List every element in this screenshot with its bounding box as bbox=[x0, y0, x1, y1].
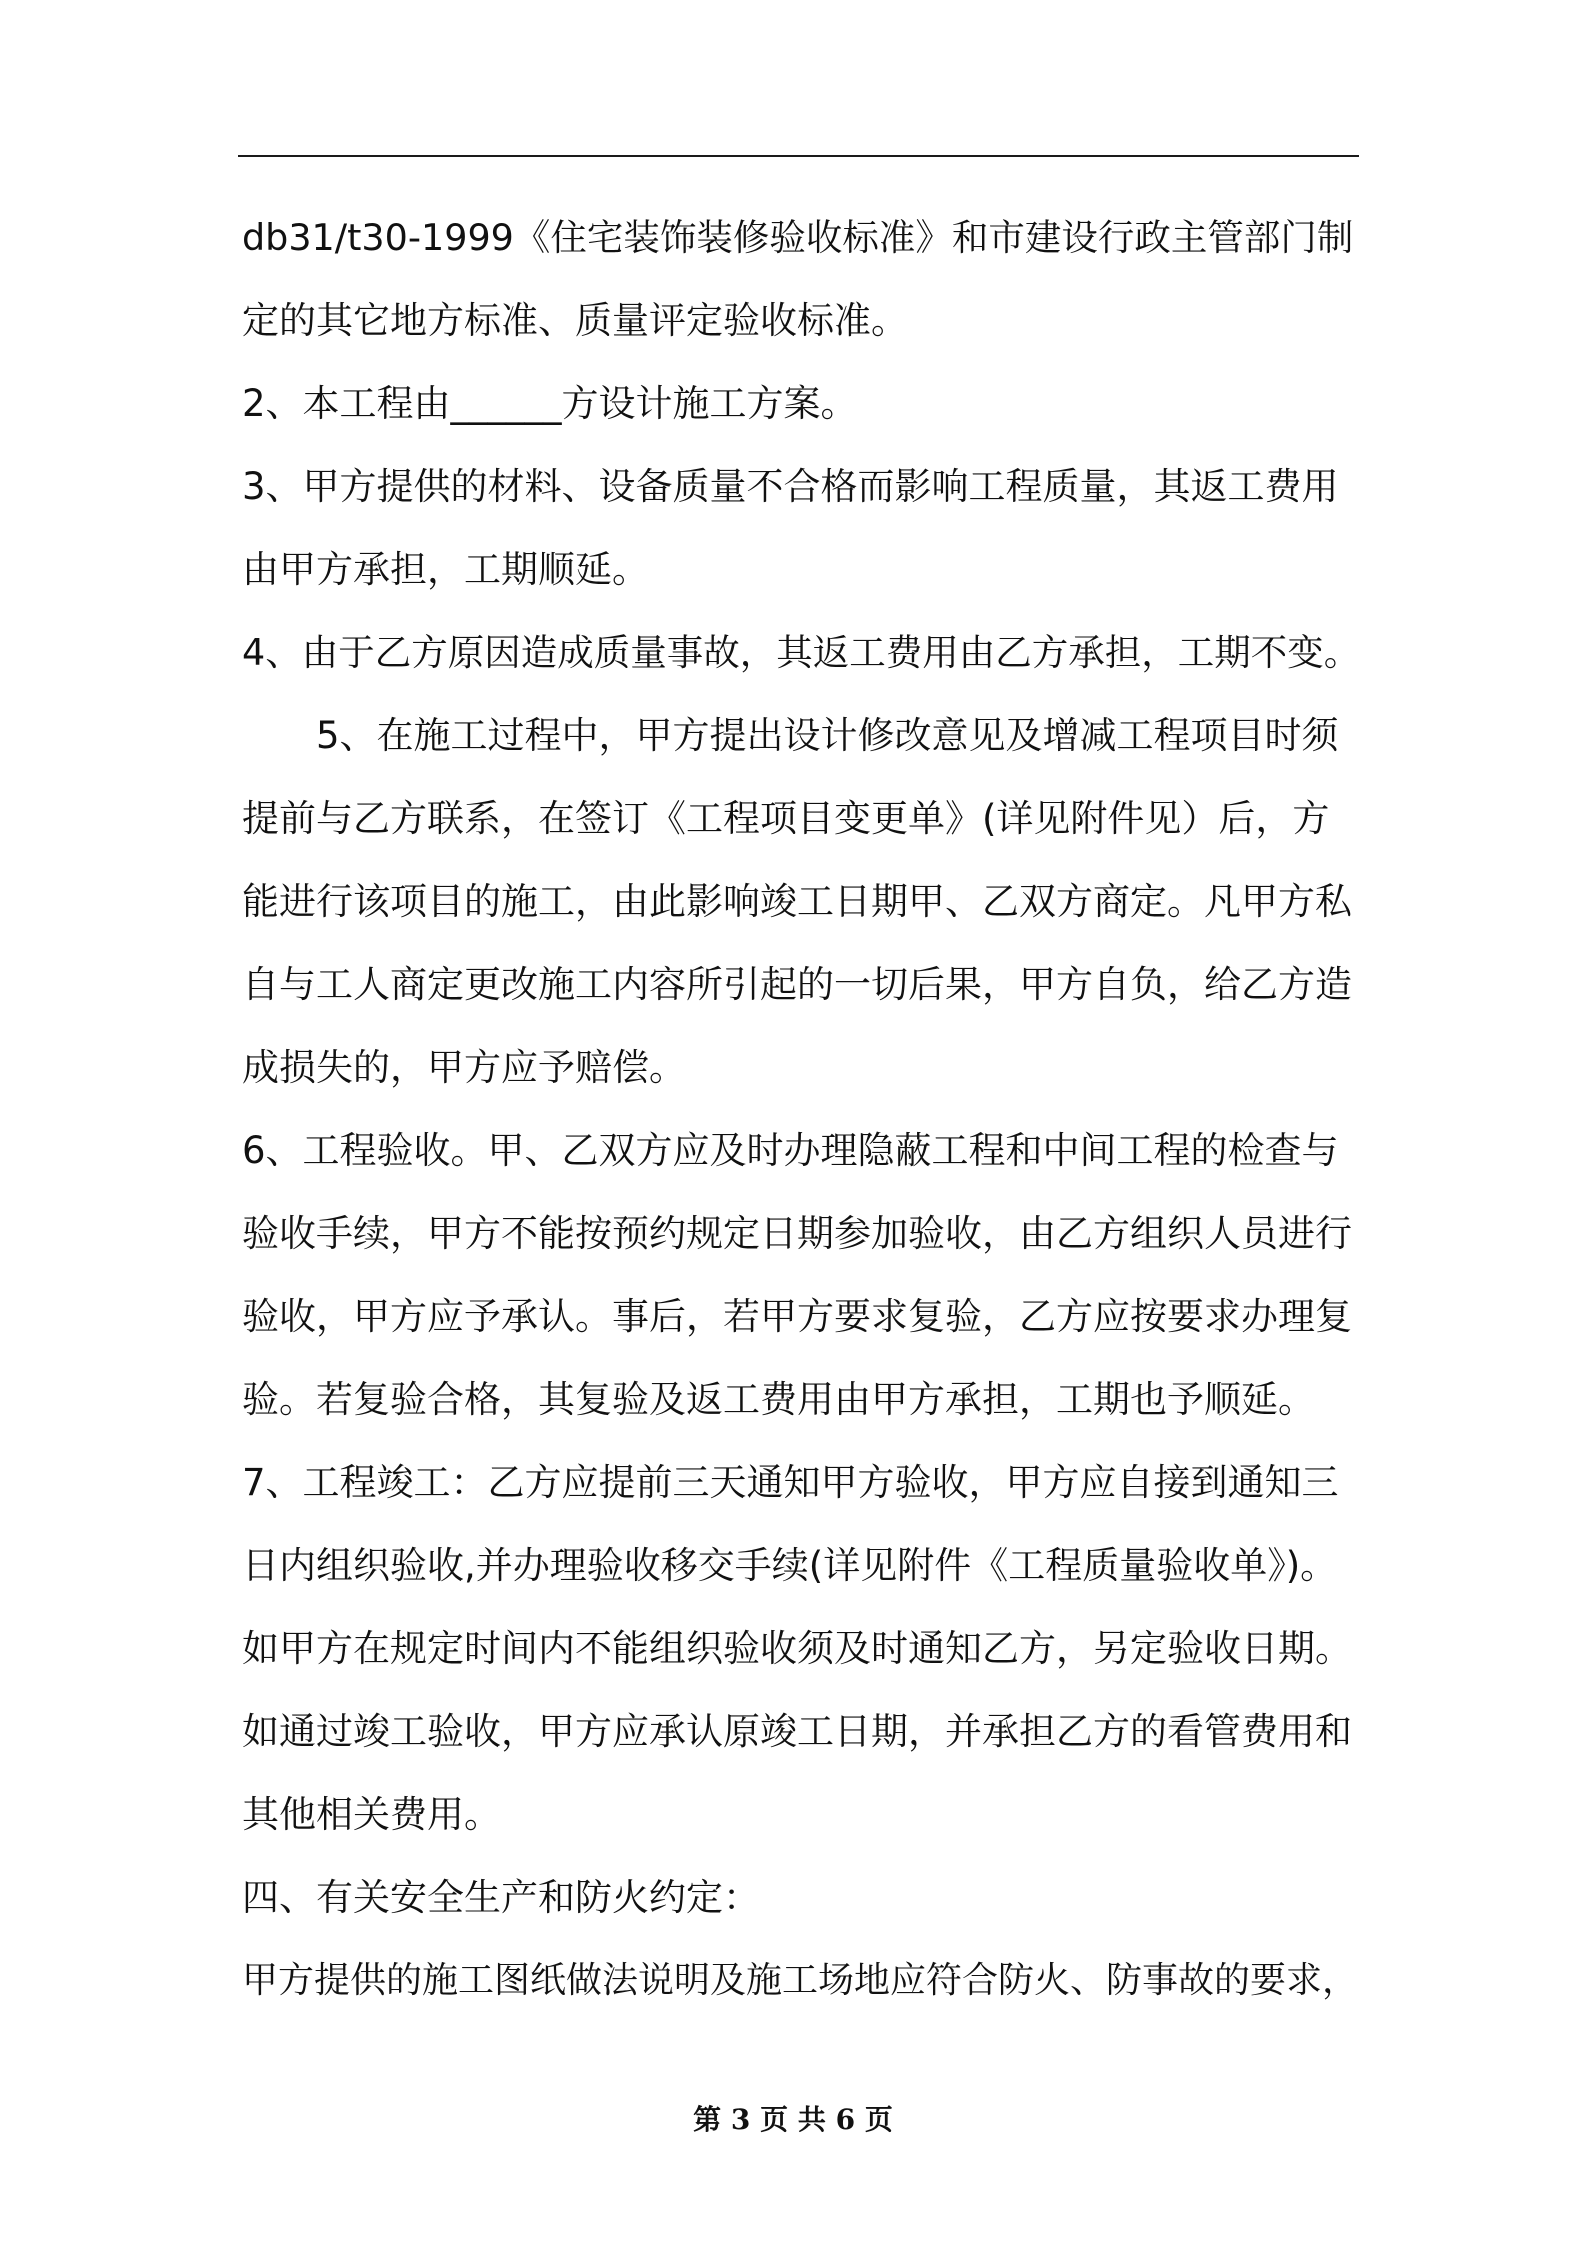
document-body bbox=[242, 196, 1362, 2022]
text-line: 其他相关费用。 bbox=[242, 1793, 501, 1836]
text-line: 日内组织验收,并办理验收移交手续(详见附件《工程质量验收单》)。 bbox=[242, 1544, 1338, 1587]
text-line: 6、工程验收。甲、乙双方应及时办理隐蔽工程和中间工程的检查与 bbox=[242, 1129, 1339, 1172]
text-line: 3、甲方提供的材料、设备质量不合格而影响工程质量，其返工费用 bbox=[242, 465, 1339, 508]
text-line: 如甲方在规定时间内不能组织验收须及时通知乙方，另定验收日期。 bbox=[242, 1627, 1352, 1670]
text-line: 如通过竣工验收，甲方应承认原竣工日期，并承担乙方的看管费用和 bbox=[242, 1710, 1352, 1753]
text-line: 2、本工程由______方设计施工方案。 bbox=[242, 382, 858, 425]
text-line: 验。若复验合格，其复验及返工费用由甲方承担，工期也予顺延。 bbox=[242, 1378, 1315, 1421]
text-line: 5、在施工过程中，甲方提出设计修改意见及增减工程项目时须 bbox=[316, 714, 1339, 757]
section-heading: 四、有关安全生产和防火约定： bbox=[242, 1876, 760, 1919]
page-number: 第 3 页 共 6 页 bbox=[693, 2103, 893, 2136]
text-line: 验收，甲方应予承认。事后，若甲方要求复验，乙方应按要求办理复 bbox=[242, 1295, 1352, 1338]
text-line: db31/t30-1999《住宅装饰装修验收标准》和市建设行政主管部门制 bbox=[242, 216, 1354, 259]
text-line: 4、由于乙方原因造成质量事故，其返工费用由乙方承担，工期不变。 bbox=[242, 631, 1361, 674]
text-line: 提前与乙方联系，在签订《工程项目变更单》(详见附件见）后，方 bbox=[242, 797, 1330, 840]
text-line: 能进行该项目的施工，由此影响竣工日期甲、乙双方商定。凡甲方私 bbox=[242, 880, 1352, 923]
text-line: 验收手续，甲方不能按预约规定日期参加验收，由乙方组织人员进行 bbox=[242, 1212, 1352, 1255]
text-line: 定的其它地方标准、质量评定验收标准。 bbox=[242, 299, 908, 342]
header-rule bbox=[238, 155, 1359, 157]
text-line: 甲方提供的施工图纸做法说明及施工场地应符合防火、防事故的要求， bbox=[242, 1960, 1359, 2001]
text-line: 成损失的，甲方应予赔偿。 bbox=[242, 1046, 686, 1089]
text-line: 7、工程竣工：乙方应提前三天通知甲方验收，甲方应自接到通知三 bbox=[242, 1461, 1339, 1504]
text-line: 由甲方承担，工期顺延。 bbox=[242, 548, 649, 591]
text-line: 自与工人商定更改施工内容所引起的一切后果，甲方自负，给乙方造 bbox=[242, 963, 1352, 1006]
